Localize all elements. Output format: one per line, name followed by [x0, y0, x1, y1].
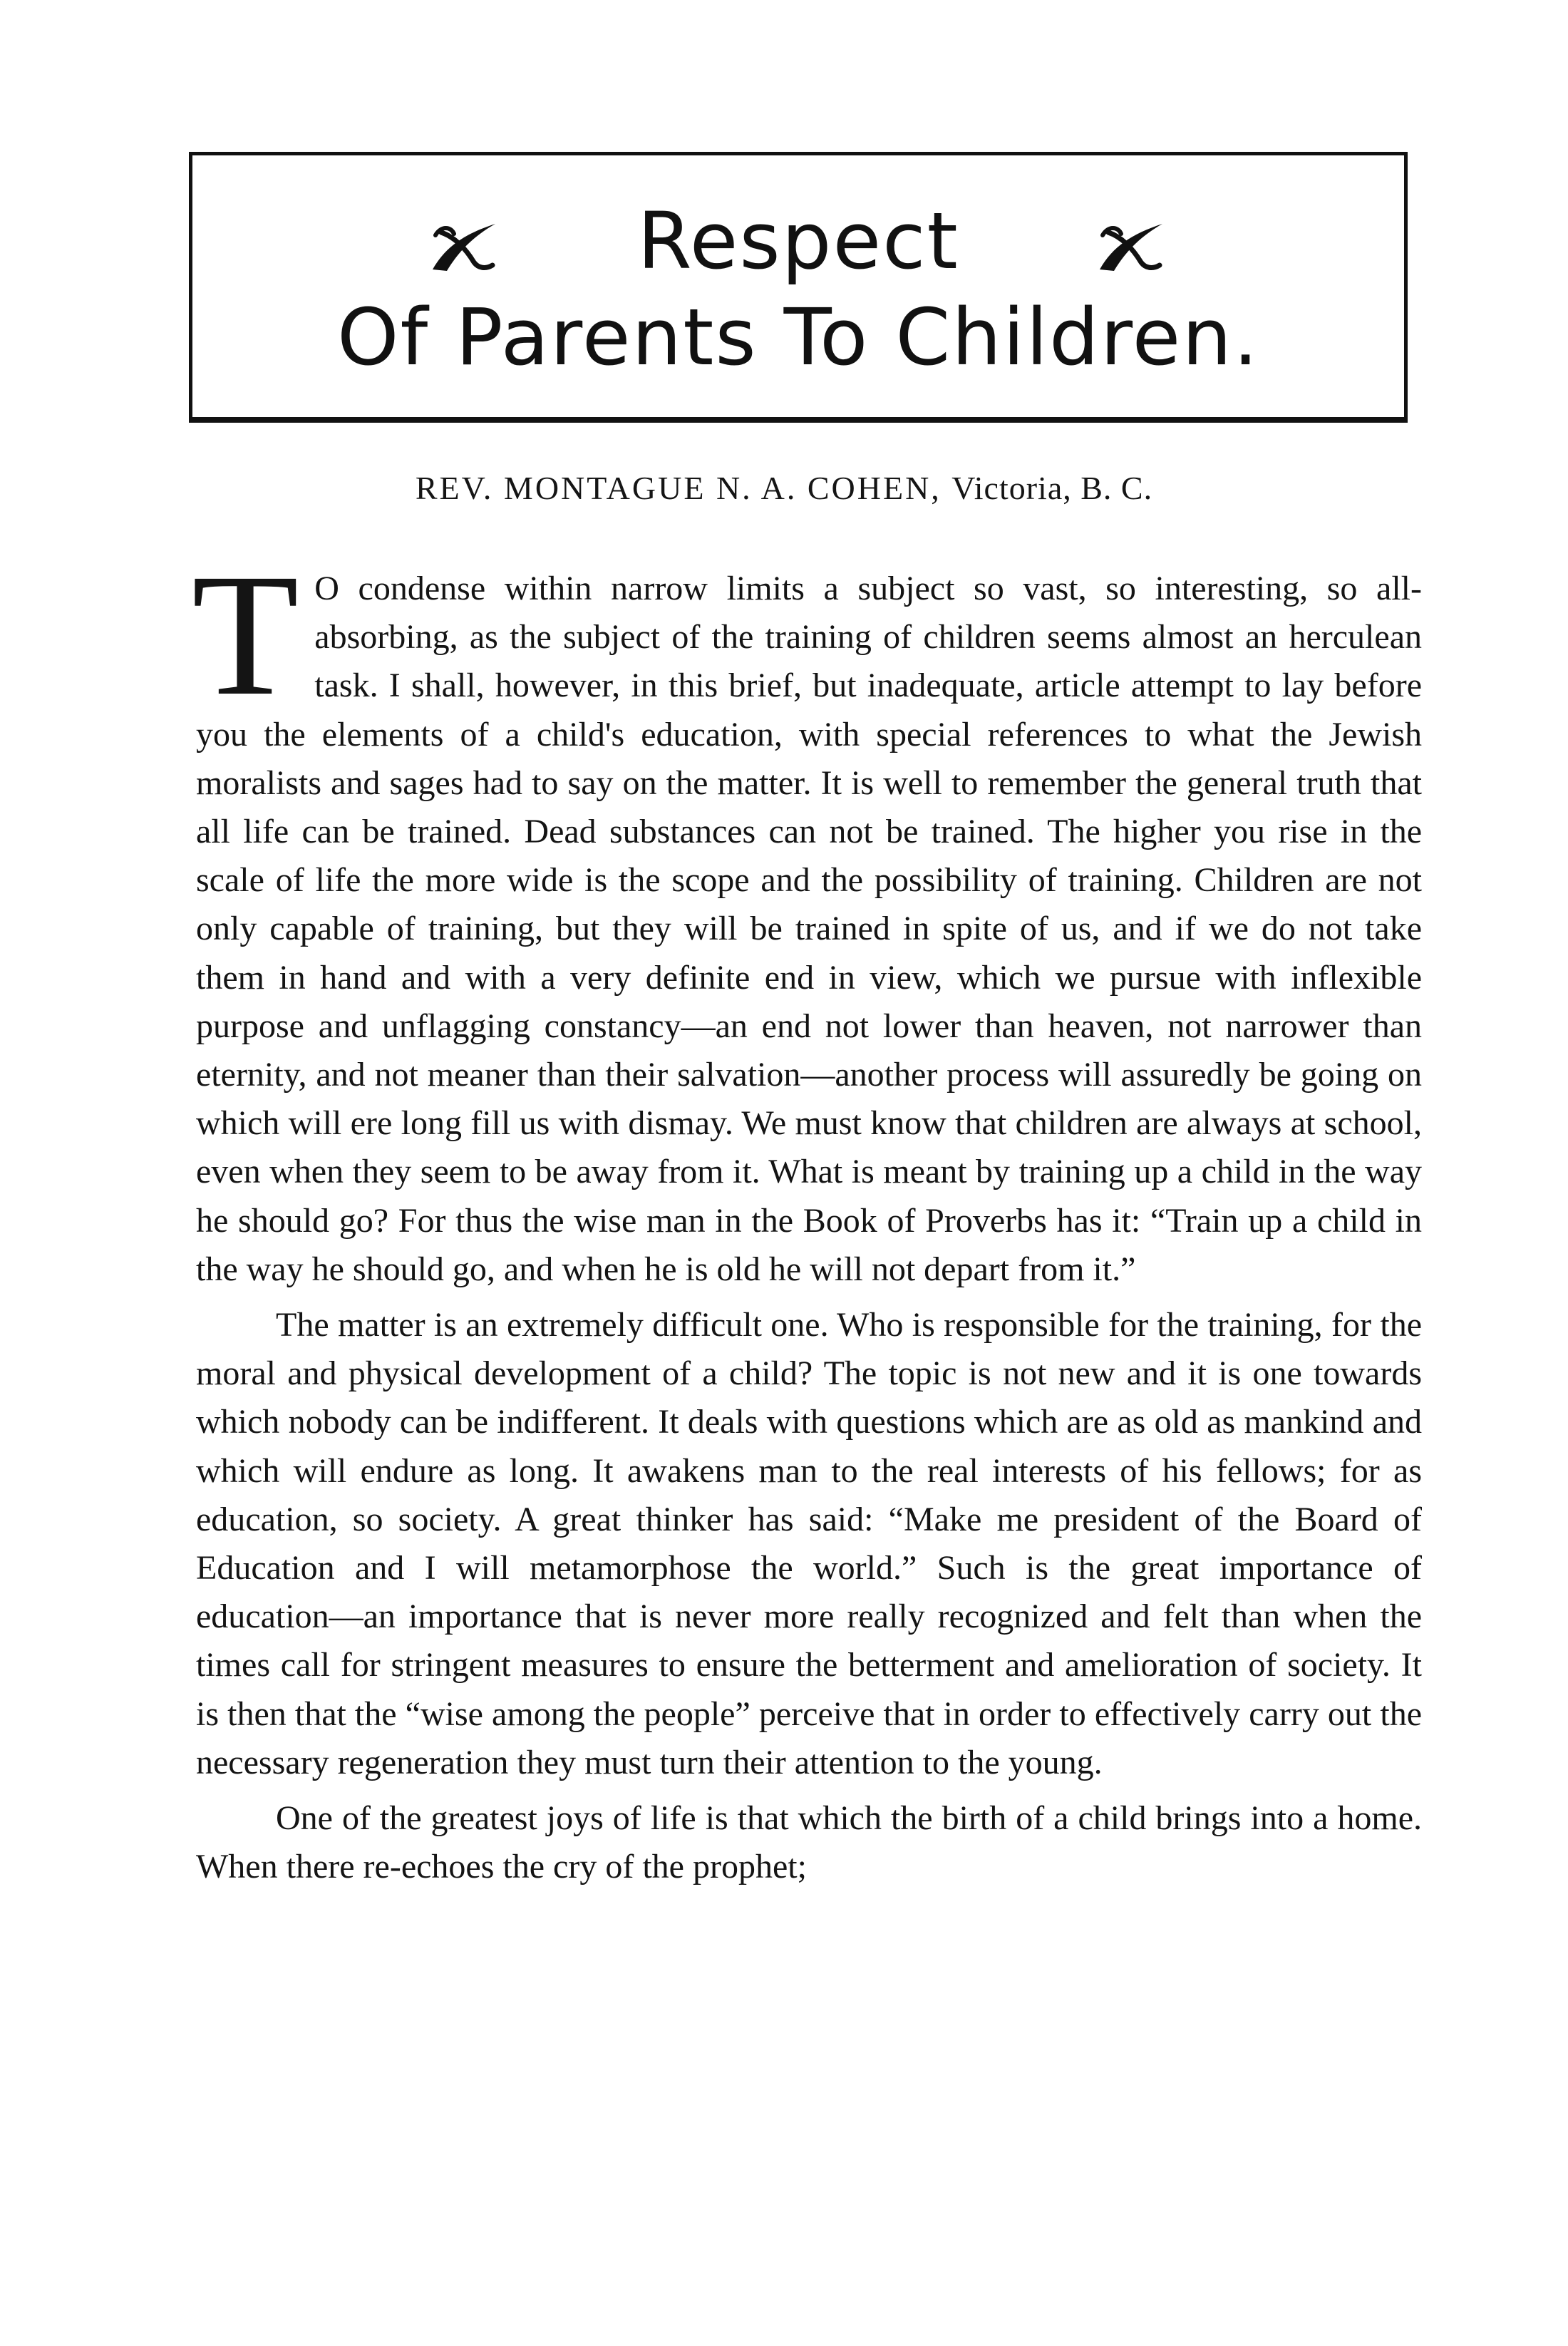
- title-line-2: Of Parents To Children.: [336, 292, 1260, 383]
- title-box: [189, 152, 1408, 423]
- fleuron-ornament-icon: [1093, 218, 1171, 275]
- article-body: [192, 538, 1422, 1898]
- drop-cap: T: [192, 538, 299, 732]
- paragraph-1-text: O condense within narrow limits a subject so vast, so interesting, so all-absorbing, as the subject of the training of children seems almost an herculean task. I shall, however, in this brief, but inadequate, article attempt to lay before you the elements of a child's education, with special references to what the Jewish moralists and sages had to say on the matter. It is well to remember the general truth that all life can be trained. Dead substances can not be trained. The higher you rise in the scale of life the more wide is the scope and the possibility of training. Children are not only capable of training, but they will be trained in spite of us, and if we do not take them in hand and with a very definite end in view, which we pursue with inflexible purpose and unflagging constancy—an end not lower than heaven, not narrower than eternity, and not meaner than their salvation—another process will assuredly be going on which will ere long fill us with dismay. We must know that children are always at school, even when they seem to be away from it. What is meant by training up a child in the way he should go? For thus the wise man in the Book of Proverbs has it: “Train up a child in the way he should go, and when he is old he will not depart from it.”: [196, 570, 1422, 1288]
- paragraph-2: The matter is an extremely difficult one. Who is responsible for the training, for the moral and physical development of a child? The topic is not new and it is one towards which nobody can be indifferent. It deals with questions which are as old as mankind and which will endure as long. It awakens man to the real interests of his fellows; for as education, so society. A great thinker has said: “Make me president of the Board of Education and I will metamorphose the world.” Such is the great importance of education—an importance that is never more really recognized and felt than when the times call for stringent measures to ensure the betterment and amelioration of society. It is then that the “wise among the people” perceive that in order to effectively carry out the necessary regeneration they must turn their attention to the young.: [196, 1306, 1422, 1781]
- paragraph-1: [192, 538, 1422, 1294]
- title-line-1: [192, 195, 1404, 287]
- author-byline: [0, 469, 1568, 507]
- author-name: REV. MONTAGUE N. A. COHEN,: [415, 470, 942, 506]
- title-respect: Respect: [637, 195, 959, 287]
- fleuron-ornament-icon: [425, 218, 504, 275]
- author-location: Victoria, B. C.: [951, 470, 1153, 506]
- paragraph-3: One of the greatest joys of life is that which the birth of a child brings into a home. When there re-echoes the cry of the prophet;: [196, 1799, 1422, 1886]
